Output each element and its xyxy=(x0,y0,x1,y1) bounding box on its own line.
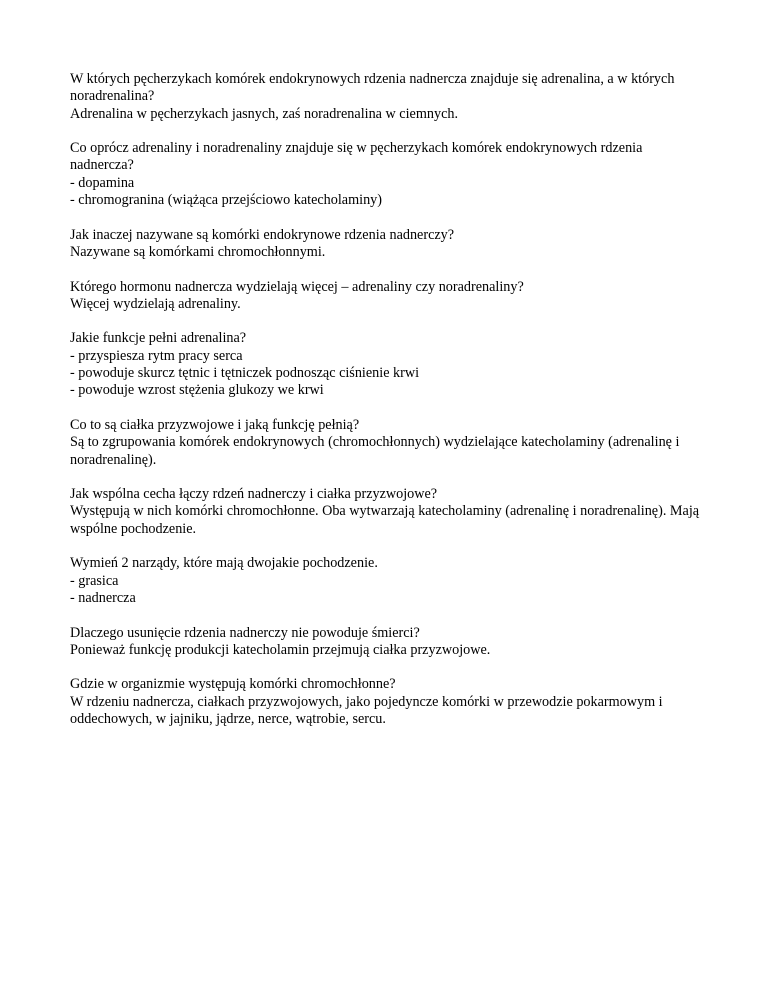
answer-line: Są to zgrupowania komórek endokrynowych (chromochłonnych) wydzielające katecholaminy (adrenalinę i noradrenalinę). xyxy=(70,434,680,468)
qa-block-3 xyxy=(70,227,700,262)
answer-line: - grasica xyxy=(70,572,119,589)
qa-block-6 xyxy=(70,417,700,469)
answer-line: Ponieważ funkcję produkcji katecholamin przejmują ciałka przyzwojowe. xyxy=(70,641,491,658)
answer-line: - powoduje wzrost stężenia glukozy we krwi xyxy=(70,382,324,399)
answer-line: - chromogranina (wiążąca przejściowo katecholaminy) xyxy=(70,192,382,209)
answer-line: - powoduje skurcz tętnic i tętniczek podnosząc ciśnienie krwi xyxy=(70,365,420,382)
qa-block-5 xyxy=(70,330,700,399)
answer-line: - dopamina xyxy=(70,174,135,191)
question: W których pęcherzykach komórek endokrynowych rdzenia nadnercza znajduje się adrenalina, a w których noradrenalina? xyxy=(70,71,675,105)
question: Wymień 2 narządy, które mają dwojakie pochodzenie. xyxy=(70,555,378,572)
question: Którego hormonu nadnercza wydzielają więcej – adrenaliny czy noradrenaliny? xyxy=(70,278,524,295)
question: Co oprócz adrenaliny i noradrenaliny znajduje się w pęcherzykach komórek endokrynowych rdzenia nadnercza? xyxy=(70,140,643,174)
question: Gdzie w organizmie występują komórki chromochłonne? xyxy=(70,676,396,693)
qa-block-4 xyxy=(70,279,700,314)
document-page xyxy=(70,71,700,746)
qa-block-9 xyxy=(70,625,700,660)
answer-line: - przyspiesza rytm pracy serca xyxy=(70,347,243,364)
question: Jakie funkcje pełni adrenalina? xyxy=(70,330,247,347)
qa-block-7 xyxy=(70,486,700,538)
answer-line: Występują w nich komórki chromochłonne. Oba wytwarzają katecholaminy (adrenalinę i noradrenalinę). Mają wspólne pochodzenie. xyxy=(70,503,700,537)
qa-block-8 xyxy=(70,555,700,607)
question: Dlaczego usunięcie rdzenia nadnerczy nie powoduje śmierci? xyxy=(70,624,420,641)
qa-block-10 xyxy=(70,676,700,728)
answer-line: Adrenalina w pęcherzykach jasnych, zaś noradrenalina w ciemnych. xyxy=(70,105,459,122)
question: Co to są ciałka przyzwojowe i jaką funkcję pełnią? xyxy=(70,416,360,433)
qa-block-1 xyxy=(70,71,700,123)
qa-block-2 xyxy=(70,140,700,209)
answer-line: Więcej wydzielają adrenaliny. xyxy=(70,295,241,312)
answer-line: W rdzeniu nadnercza, ciałkach przyzwojowych, jako pojedyncze komórki w przewodzie pokarmowym i oddechowych, w jajniku, jądrze, nerce, wątrobie, sercu. xyxy=(70,693,663,727)
question: Jak inaczej nazywane są komórki endokrynowe rdzenia nadnerczy? xyxy=(70,226,455,243)
question: Jak wspólna cecha łączy rdzeń nadnerczy i ciałka przyzwojowe? xyxy=(70,486,438,503)
answer-line: Nazywane są komórkami chromochłonnymi. xyxy=(70,243,326,260)
answer-line: - nadnercza xyxy=(70,589,136,606)
